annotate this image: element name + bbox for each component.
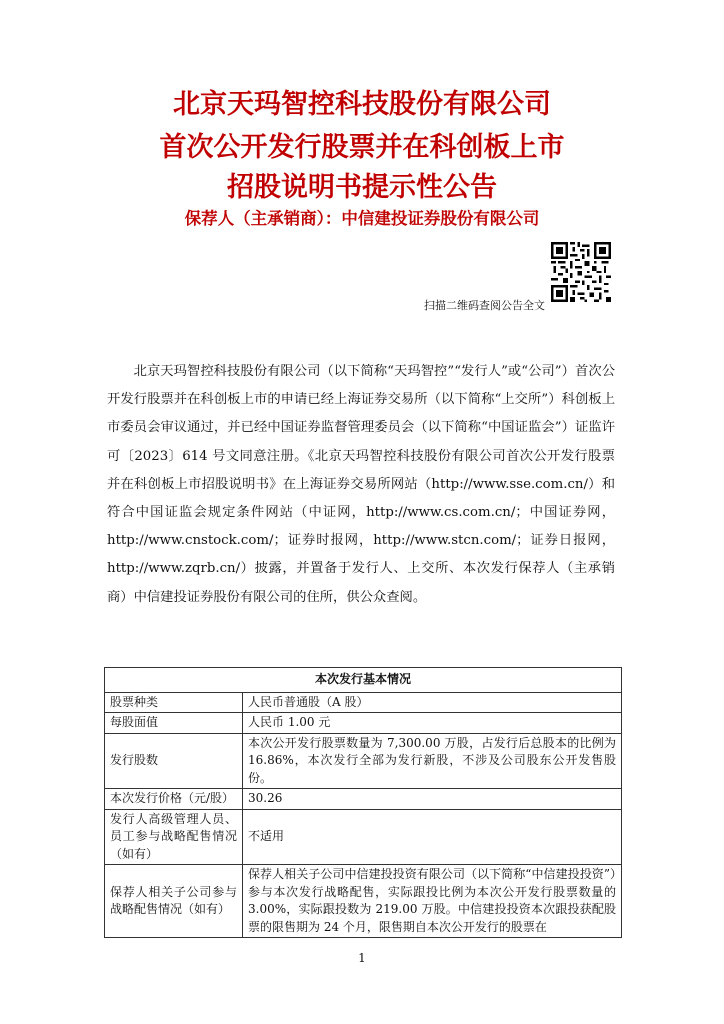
row-value: 本次公开发行股票数量为 7,300.00 万股，占发行后总股本的比例为 16.86%，本次发行全部为发行新股，不涉及公司股东公开发售股份。 bbox=[243, 733, 622, 789]
sponsor-line: 保荐人（主承销商）：中信建投证券股份有限公司 bbox=[184, 209, 540, 228]
row-value: 保荐人相关子公司中信建投投资有限公司（以下简称“中信建投投资”）参与本次发行战略配售，实际跟投比例为本次公开发行股票数量的 3.00%，实际跟投数为 219.00 万股。中信建投投资本次跟投获配股票的限售期为 24 个月，限售期自本次公开发行的股票在 bbox=[243, 865, 622, 938]
issuance-info-table bbox=[104, 667, 622, 938]
table-row bbox=[105, 809, 622, 865]
qr-code-icon bbox=[551, 242, 611, 302]
table-row bbox=[105, 865, 622, 938]
table-row bbox=[105, 733, 622, 789]
row-label: 股票种类 bbox=[105, 692, 243, 713]
row-label: 发行股数 bbox=[105, 733, 243, 789]
row-label: 发行人高级管理人员、员工参与战略配售情况（如有） bbox=[105, 809, 243, 865]
qr-caption: 扫描二维码查阅公告全文 bbox=[424, 299, 545, 312]
intro-paragraph: 北京天玛智控科技股份有限公司（以下简称“天玛智控”“发行人”或“公司”）首次公开发行股票并在科创板上市的申请已经上海证券交易所（以下简称“上交所”）科创板上市委员会审议通过，并已经中国证券监督管理委员会（以下简称“中国证监会”）证监许可〔2023〕614 号文同意注册。《北京天玛智控科技股份有限公司首次公开发行股票并在科创板上市招股说明书》在上海证券交易所网站（http://www.sse.com.cn/）和符合中国证监会规定条件网站（中证网，http://www.cs.com.cn/；中国证券网，http://www.cnstock.com/；证券时报网，http://www.stcn.com/；证券日报网，http://www.zqrb.cn/）披露，并置备于发行人、上交所、本次发行保荐人（主承销商）中信建投证券股份有限公司的住所，供公众查阅。 bbox=[107, 364, 615, 605]
table-row bbox=[105, 789, 622, 810]
row-label: 本次发行价格（元/股） bbox=[105, 789, 243, 810]
title-line-3: 招股说明书提示性公告 bbox=[227, 172, 497, 203]
table-row bbox=[105, 713, 622, 734]
table-heading: 本次发行基本情况 bbox=[105, 668, 622, 693]
table-heading-row bbox=[105, 668, 622, 693]
row-label: 每股面值 bbox=[105, 713, 243, 734]
row-label: 保荐人相关子公司参与战略配售情况（如有） bbox=[105, 865, 243, 938]
row-value: 人民币普通股（A 股） bbox=[243, 692, 622, 713]
table-row bbox=[105, 692, 622, 713]
row-value: 人民币 1.00 元 bbox=[243, 713, 622, 734]
row-value: 不适用 bbox=[243, 809, 622, 865]
row-value: 30.26 bbox=[243, 789, 622, 810]
page-number: 1 bbox=[358, 951, 366, 965]
title-line-2: 首次公开发行股票并在科创板上市 bbox=[159, 132, 565, 163]
title-line-1: 北京天玛智控科技股份有限公司 bbox=[173, 89, 551, 120]
